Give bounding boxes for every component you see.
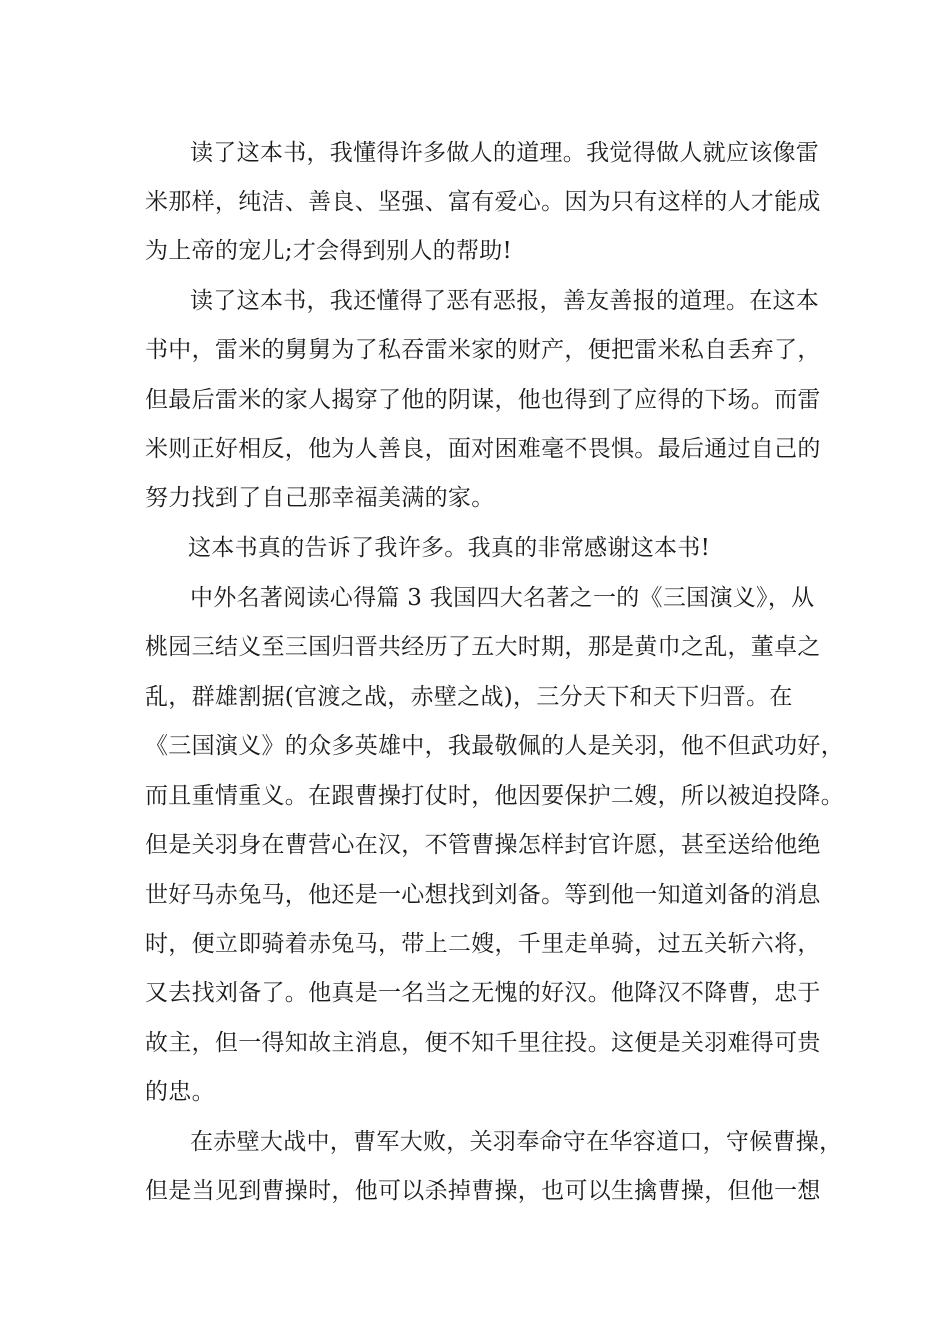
text-line: 但最后雷米的家人揭穿了他的阴谋，他也得到了应得的下场。而雷 [145, 387, 821, 413]
text-line: 世好马赤兔马，他还是一心想找到刘备。等到他一知道刘备的消息 [145, 882, 821, 908]
text-line: 但是关羽身在曹营心在汉，不管曹操怎样封官许愿，甚至送给他绝 [145, 832, 821, 858]
text-line: 的忠。 [145, 1079, 215, 1105]
text-line: 米则正好相反，他为人善良，面对困难毫不畏惧。最后通过自己的 [145, 436, 821, 462]
text-line: 读了这本书，我懂得许多做人的道理。我觉得做人就应该像雷 [190, 140, 820, 166]
text-line: 中外名著阅读心得篇 3 我国四大名著之一的《三国演义》，从 [190, 585, 815, 611]
text-line: 而且重情重义。在跟曹操打仗时，他因要保护二嫂，所以被迫投降。 [145, 783, 844, 809]
text-line: 书中，雷米的舅舅为了私吞雷米家的财产，便把雷米私自丢弃了， [145, 337, 821, 363]
text-line: 在赤壁大战中，曹军大败，关羽奉命守在华容道口，守候曹操， [190, 1129, 843, 1155]
text-line: 但是当见到曹操时，他可以杀掉曹操，也可以生擒曹操，但他一想 [145, 1178, 821, 1204]
text-line: 又去找刘备了。他真是一名当之无愧的好汉。他降汉不降曹，忠于 [145, 980, 821, 1006]
text-line: 米那样，纯洁、善良、坚强、富有爱心。因为只有这样的人才能成 [145, 189, 821, 215]
text-line: 故主，但一得知故主消息，便不知千里往投。这便是关羽难得可贵 [145, 1030, 821, 1056]
text-line: 乱，群雄割据(官渡之战，赤壁之战)，三分天下和天下归晋。在 [145, 684, 793, 710]
text-line: 这本书真的告诉了我许多。我真的非常感谢这本书! [188, 535, 711, 561]
text-line: 《三国演义》的众多英雄中，我最敬佩的人是关羽，他不但武功好， [145, 733, 844, 759]
text-line: 为上帝的宠儿;才会得到别人的帮助! [145, 238, 513, 264]
text-line: 桃园三结义至三国归晋共经历了五大时期，那是黄巾之乱，董卓之 [145, 634, 821, 660]
text-line: 时，便立即骑着赤兔马，带上二嫂，千里走单骑，过五关斩六将， [145, 931, 821, 957]
text-line: 努力找到了自己那幸福美满的家。 [145, 485, 495, 511]
text-line: 读了这本书，我还懂得了恶有恶报，善友善报的道理。在这本 [190, 288, 820, 314]
